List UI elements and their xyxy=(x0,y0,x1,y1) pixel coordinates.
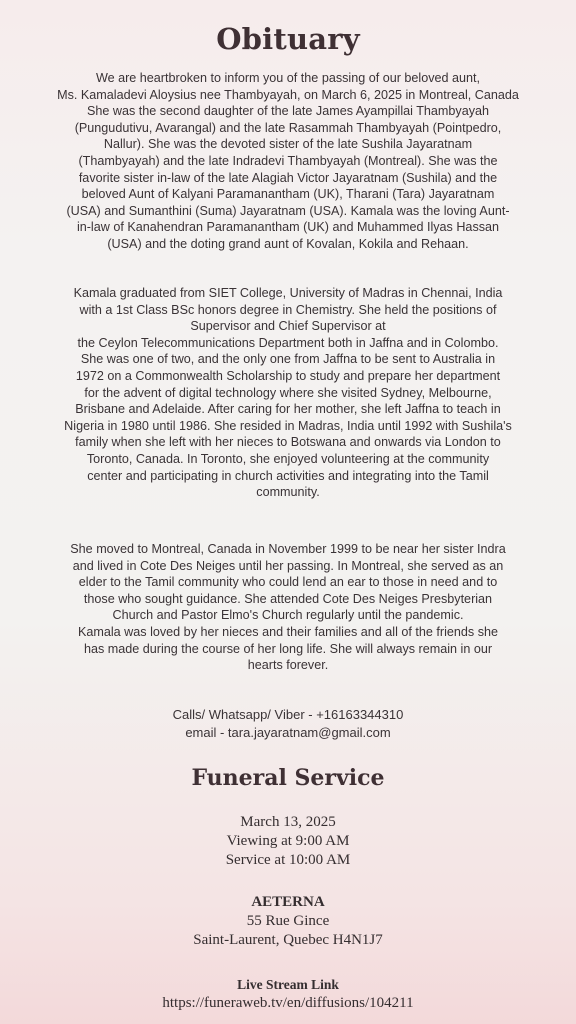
funeral-service-heading: Funeral Service xyxy=(191,765,385,791)
text-line: family when she left with her nieces to Botswana and onwards via London to xyxy=(75,435,501,450)
text-line: Brisbane and Adelaide. After caring for her mother, she left Jaffna to teach in xyxy=(75,402,501,417)
live-stream xyxy=(0,975,576,1013)
venue-name: AETERNA xyxy=(251,894,325,910)
text-line: (Pungudutivu, Avarangal) and the late Rasammah Thambyayah (Pointpedro, xyxy=(74,120,502,135)
text-line: She was the second daughter of the late James Ayampillai Thambyayah xyxy=(86,104,490,119)
venue-info xyxy=(0,893,576,950)
text-line: We are heartbroken to inform you of the passing of our beloved aunt, xyxy=(95,71,481,85)
service-time: Service at 10:00 AM xyxy=(225,852,351,868)
text-line: the Ceylon Telecommunications Department both in Jaffna and in Colombo. xyxy=(77,335,499,350)
contact-email: email - tara.jayaratnam@gmail.com xyxy=(185,724,391,740)
text-line: (Thambyayah) and the late Indradevi Thambyayah (Montreal). She was the xyxy=(78,153,498,168)
text-line: those who sought guidance. She attended Cote Des Neiges Presbyterian xyxy=(83,591,493,606)
text-line: community. xyxy=(256,485,320,500)
contact-info xyxy=(28,706,548,741)
text-line: Kamala was loved by her nieces and their families and all of the friends she xyxy=(77,624,499,639)
paragraph-biography xyxy=(28,285,548,501)
venue-address-line2: Saint-Laurent, Quebec H4N1J7 xyxy=(193,932,383,948)
text-line: center and participating in church activities and integrating into the Tamil xyxy=(87,468,489,483)
text-line: She was one of two, and the only one from Jaffna to be sent to Australia in xyxy=(80,352,496,367)
text-line: Church and Pastor Elmo's Church regularly until the pandemic. xyxy=(112,608,464,623)
contact-phone: Calls/ Whatsapp/ Viber - +16163344310 xyxy=(172,707,404,722)
text-line: Ms. Kamaladevi Aloysius nee Thambyayah, on March 6, 2025 in Montreal, Canada xyxy=(57,87,519,102)
venue-address-line1: 55 Rue Gince xyxy=(246,913,330,929)
text-line: with a 1st Class BSc honors degree in Chemistry. She held the positions of xyxy=(79,302,497,317)
text-line: Toronto, Canada. In Toronto, she enjoyed volunteering at the community xyxy=(86,451,490,466)
text-line: (USA) and Sumanthini (Suma) Jayaratnam (USA). Kamala was the loving Aunt- xyxy=(66,203,510,218)
text-line: elder to the Tamil community who could lend an ear to those in need and to xyxy=(78,575,498,590)
text-line: and lived in Cote Des Neiges until her passing. In Montreal, she served as an xyxy=(72,558,504,573)
text-line: has made during the course of her long life. She will always remain in our xyxy=(83,641,493,656)
text-line: beloved Aunt of Kalyani Paramanantham (UK), Tharani (Tara) Jayaratnam xyxy=(81,187,495,202)
text-line: Supervisor and Chief Supervisor at xyxy=(190,319,386,334)
service-schedule xyxy=(0,813,576,870)
text-line: hearts forever. xyxy=(247,658,329,673)
text-line: favorite sister in-law of the late Alagiah Victor Jayaratnam (Sushila) and the xyxy=(78,170,498,185)
text-line: for the advent of digital technology where she visited Sydney, Melbourne, xyxy=(84,385,492,400)
text-line: She moved to Montreal, Canada in November 1999 to be near her sister Indra xyxy=(70,542,506,556)
text-line: in-law of Kanahendran Paramanantham (UK) and Muhammed Ilyas Hassan xyxy=(76,220,500,235)
paragraph-announcement xyxy=(28,70,548,253)
live-stream-link[interactable]: https://funeraweb.tv/en/diffusions/104211 xyxy=(162,995,414,1011)
text-line: Kamala graduated from SIET College, University of Madras in Chennai, India xyxy=(73,286,503,300)
text-line: Nallur). She was the devoted sister of the late Sushila Jayaratnam xyxy=(103,137,473,152)
text-line: Nigeria in 1980 until 1986. She resided in Madras, India until 1992 with Sushila's xyxy=(64,418,512,433)
service-date: March 13, 2025 xyxy=(240,814,336,830)
text-line: (USA) and the doting grand aunt of Kovalan, Kokila and Rehaan. xyxy=(107,236,469,251)
page-title: Obituary xyxy=(216,22,360,56)
paragraph-montreal xyxy=(28,541,548,674)
text-line: 1972 on a Commonwealth Scholarship to study and prepare her department xyxy=(75,368,501,383)
live-stream-label: Live Stream Link xyxy=(237,977,339,992)
viewing-time: Viewing at 9:00 AM xyxy=(226,833,350,849)
